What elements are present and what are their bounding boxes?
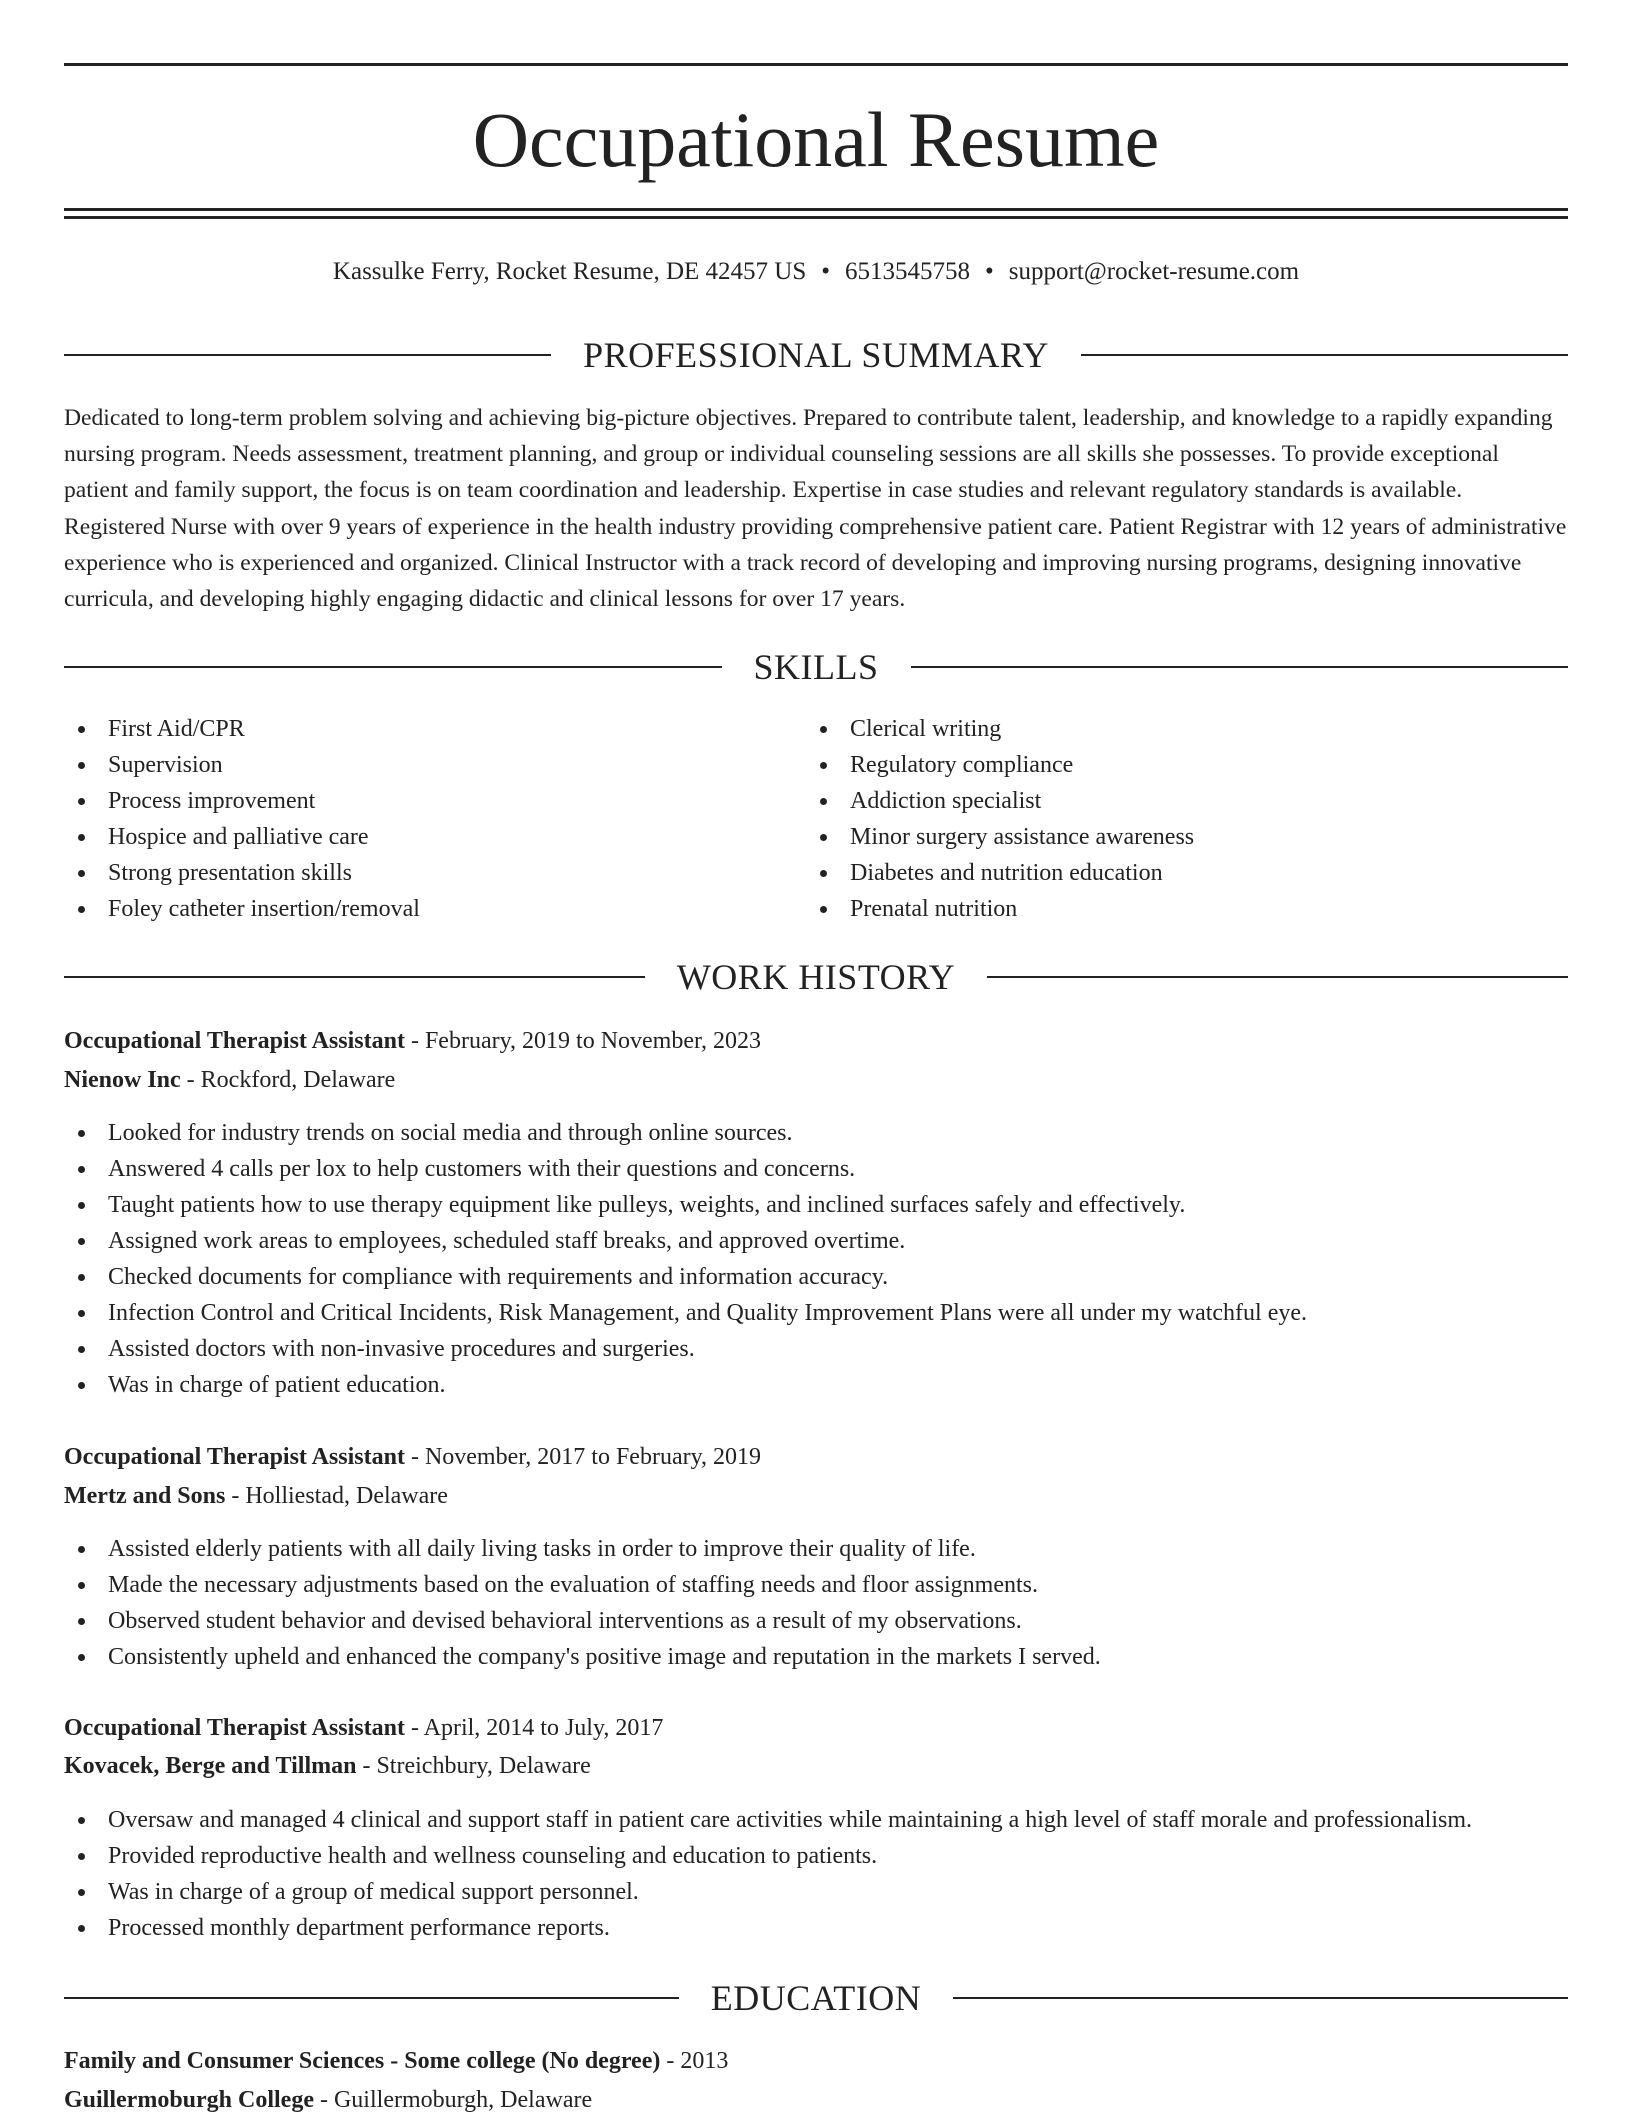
skill-item: First Aid/CPR	[64, 711, 804, 747]
job-company-line	[64, 1062, 1568, 1098]
job-location: - Holliestad, Delaware	[225, 1483, 448, 1509]
job-bullets	[64, 1802, 1568, 1946]
contact-line	[64, 252, 1568, 292]
title-divider-upper	[64, 208, 1568, 211]
job-title: Occupational Therapist Assistant	[64, 1715, 405, 1741]
skill-item: Clerical writing	[806, 711, 1546, 747]
job-bullet: Infection Control and Critical Incidents, Risk Management, and Quality Improvement Plans were all under my watchful eye.	[64, 1295, 1568, 1331]
job-dates: - April, 2014 to July, 2017	[404, 1715, 664, 1741]
education-heading: EDUCATION	[710, 1978, 922, 2018]
job-bullet: Provided reproductive health and wellness counseling and education to patients.	[64, 1838, 1568, 1874]
job-dates: - November, 2017 to February, 2019	[404, 1444, 762, 1470]
education-degree-line	[64, 2043, 1568, 2079]
job-bullet: Assigned work areas to employees, scheduled staff breaks, and approved overtime.	[64, 1223, 1568, 1259]
section-rule	[64, 666, 722, 668]
section-rule	[953, 1997, 1568, 1999]
education-school-line	[64, 2082, 1568, 2118]
skill-item: Hospice and palliative care	[64, 819, 804, 855]
skill-item: Diabetes and nutrition education	[806, 855, 1546, 891]
top-divider	[64, 63, 1568, 66]
skill-item: Process improvement	[64, 783, 804, 819]
job-company-line	[64, 1478, 1568, 1514]
skills-list-left	[64, 711, 804, 927]
education-year: - 2013	[660, 2048, 729, 2074]
section-rule	[64, 1997, 679, 1999]
job-bullet: Was in charge of patient education.	[64, 1367, 1568, 1403]
job-title-line	[64, 1710, 1568, 1746]
skill-item: Foley catheter insertion/removal	[64, 891, 804, 927]
title-divider-lower	[64, 216, 1568, 219]
job-company-line	[64, 1748, 1568, 1784]
job-bullet: Oversaw and managed 4 clinical and support staff in patient care activities while maintaining a high level of staff morale and professionalism.	[64, 1802, 1568, 1838]
summary-heading: PROFESSIONAL SUMMARY	[583, 335, 1049, 375]
job-company: Mertz and Sons	[64, 1483, 226, 1509]
job-bullet: Made the necessary adjustments based on the evaluation of staffing needs and floor assignments.	[64, 1567, 1568, 1603]
section-rule	[987, 976, 1568, 978]
job-bullet: Checked documents for compliance with requirements and information accuracy.	[64, 1259, 1568, 1295]
education-school: Guillermoburgh College	[64, 2087, 314, 2113]
work-heading: WORK HISTORY	[676, 957, 956, 997]
resume-title: Occupational Resume	[472, 96, 1160, 183]
section-rule	[911, 666, 1569, 668]
job-location: - Streichbury, Delaware	[356, 1753, 591, 1779]
skill-item: Strong presentation skills	[64, 855, 804, 891]
job-company: Kovacek, Berge and Tillman	[64, 1753, 357, 1779]
skills-list-right	[806, 711, 1546, 927]
contact-email: support@rocket-resume.com	[1008, 258, 1300, 285]
job-bullet: Observed student behavior and devised behavioral interventions as a result of my observations.	[64, 1603, 1568, 1639]
section-rule	[1081, 354, 1568, 356]
education-degree: Family and Consumer Sciences - Some college (No degree)	[64, 2048, 661, 2074]
job-title-line	[64, 1439, 1568, 1475]
job-bullet: Looked for industry trends on social media and through online sources.	[64, 1115, 1568, 1151]
job-dates: - February, 2019 to November, 2023	[404, 1028, 762, 1054]
job-bullet: Consistently upheld and enhanced the company's positive image and reputation in the markets I served.	[64, 1639, 1568, 1675]
skill-item: Regulatory compliance	[806, 747, 1546, 783]
job-bullet: Processed monthly department performance reports.	[64, 1910, 1568, 1946]
job-bullet: Assisted elderly patients with all daily living tasks in order to improve their quality of life.	[64, 1531, 1568, 1567]
job-title: Occupational Therapist Assistant	[64, 1028, 405, 1054]
job-bullet: Assisted doctors with non-invasive procedures and surgeries.	[64, 1331, 1568, 1367]
skills-heading: SKILLS	[753, 647, 879, 687]
education-section-header	[64, 1976, 1568, 2020]
job-company: Nienow Inc	[64, 1067, 181, 1093]
skill-item: Minor surgery assistance awareness	[806, 819, 1546, 855]
skill-item: Addiction specialist	[806, 783, 1546, 819]
job-bullets	[64, 1531, 1568, 1675]
contact-phone: 6513545758	[845, 258, 971, 285]
job-bullet: Was in charge of a group of medical support personnel.	[64, 1874, 1568, 1910]
section-rule	[64, 354, 551, 356]
job-location: - Rockford, Delaware	[180, 1067, 396, 1093]
work-section-header	[64, 955, 1568, 999]
skill-item: Supervision	[64, 747, 804, 783]
contact-separator: •	[985, 258, 994, 285]
job-bullet: Taught patients how to use therapy equipment like pulleys, weights, and inclined surfaces safely and effectively.	[64, 1187, 1568, 1223]
job-title-line	[64, 1023, 1568, 1059]
contact-separator: •	[821, 258, 831, 285]
summary-section-header	[64, 333, 1568, 377]
education-location: - Guillermoburgh, Delaware	[313, 2087, 593, 2113]
job-title: Occupational Therapist Assistant	[64, 1444, 405, 1470]
job-bullet: Answered 4 calls per lox to help customers with their questions and concerns.	[64, 1151, 1568, 1187]
skill-item: Prenatal nutrition	[806, 891, 1546, 927]
job-bullets	[64, 1115, 1568, 1403]
summary-text: Dedicated to long-term problem solving and achieving big-picture objectives. Prepared to contribute talent, leadership, and knowledge to a rapidly expanding nursing program. Needs assessment, treatment planning, and group or individual counseling sessions are all skills she possesses. To provide exceptional patient and family support, the focus is on team coordination and leadership. Expertise in case studies and relevant regulatory standards is available. Registered Nurse with over 9 years of experience in the health industry providing comprehensive patient care. Patient Registrar with 12 years of administrative experience who is experienced and organized. Clinical Instructor with a track record of developing and improving nursing programs, designing innovative curricula, and developing highly engaging didactic and clinical lessons for over 17 years.	[64, 405, 1567, 613]
section-rule	[64, 976, 645, 978]
contact-address: Kassulke Ferry, Rocket Resume, DE 42457 US	[332, 258, 807, 285]
skills-section-header	[64, 645, 1568, 689]
